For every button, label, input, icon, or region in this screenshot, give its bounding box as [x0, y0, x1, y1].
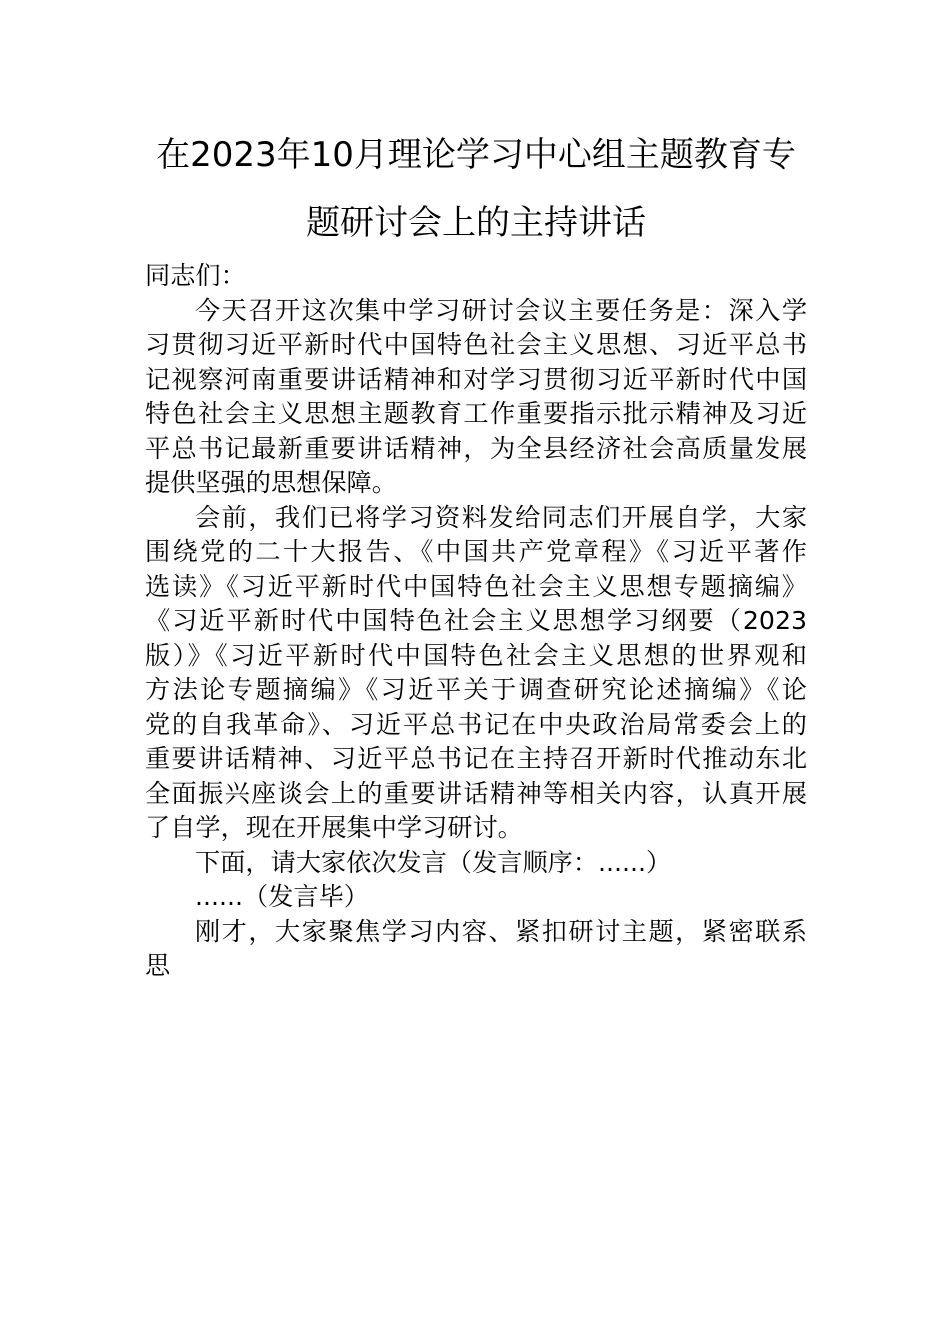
paragraph-line: 习贯彻习近平新时代中国特色社会主义思想、习近平总书 — [145, 330, 807, 359]
paragraph-line: 围绕党的二十大报告、《中国共产党章程》《习近平著作 — [145, 537, 807, 566]
paragraph-line: 了自学，现在开展集中学习研讨。 — [145, 813, 523, 842]
paragraph-line: 记视察河南重要讲话精神和对学习贯彻习近平新时代中国 — [145, 364, 807, 394]
document-title-line-2: 题研讨会上的主持讲话 — [306, 203, 646, 243]
salutation: 同志们： — [145, 261, 246, 290]
paragraph-line: 特色社会主义思想主题教育工作重要指示批示精神及习近 — [145, 399, 807, 428]
paragraph-line: 全面振兴座谈会上的重要讲话精神等相关内容，认真开展 — [145, 778, 807, 808]
paragraph-line: 提供坚强的思想保障。 — [145, 468, 397, 497]
paragraph-line: 下面，请大家依次发言（发言顺序：......） — [195, 847, 672, 877]
paragraph-line: 党的自我革命》、习近平总书记在中央政治局常委会上的 — [145, 709, 807, 739]
paragraph-line: 选读》《习近平新时代中国特色社会主义思想专题摘编》 — [145, 571, 807, 601]
paragraph-line: 《习近平新时代中国特色社会主义思想学习纲要（2023 — [145, 606, 807, 635]
paragraph-line: 思 — [145, 951, 171, 980]
paragraph-line: ......（发言毕） — [195, 882, 369, 911]
paragraph-line: 刚才，大家聚焦学习内容、紧扣研讨主题，紧密联系 — [195, 916, 807, 946]
paragraph-line: 今天召开这次集中学习研讨会议主要任务是：深入学 — [195, 295, 807, 325]
paragraph-line: 平总书记最新重要讲话精神，为全县经济社会高质量发展 — [145, 433, 807, 463]
paragraph-line: 版）》《习近平新时代中国特色社会主义思想的世界观和 — [145, 640, 807, 670]
document-title-line-1: 在2023年10月理论学习中心组主题教育专 — [156, 135, 796, 175]
document-body — [145, 259, 807, 984]
paragraph-line: 方法论专题摘编》《习近平关于调查研究论述摘编》《论 — [145, 675, 807, 704]
paragraph-line: 重要讲话精神、习近平总书记在主持召开新时代推动东北 — [145, 744, 807, 773]
paragraph-line: 会前，我们已将学习资料发给同志们开展自学，大家 — [195, 502, 807, 532]
